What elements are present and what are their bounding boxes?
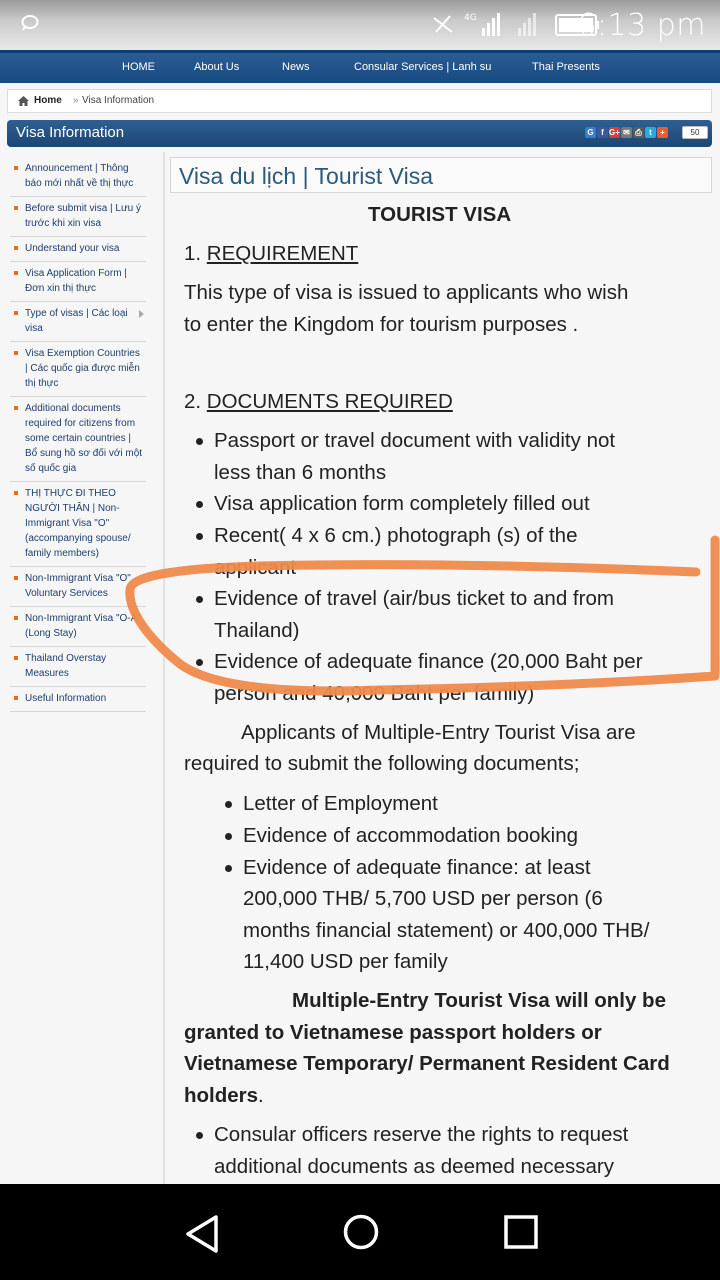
more-share-icon[interactable]: +	[657, 127, 668, 138]
sidebar-item-useful[interactable]	[10, 687, 146, 712]
sidebar-item-announcement[interactable]	[10, 157, 146, 197]
bullet	[14, 351, 18, 355]
multi-finance-line-3: months financial statement) or 400,000 THB/	[243, 919, 650, 942]
consular-note-line-2: additional documents as deemed necessary	[214, 1155, 614, 1178]
sidebar-item-label: Thailand Overstay Measures	[25, 653, 107, 679]
bullet	[196, 438, 203, 445]
no-sync-icon	[434, 16, 452, 32]
nav-news[interactable]: News	[282, 61, 310, 73]
documents-heading	[184, 390, 453, 414]
doc-travel-evidence-line-1: Evidence of travel (air/bus ticket to and from	[214, 587, 614, 610]
signal-icon	[482, 13, 500, 36]
recent-apps-icon[interactable]	[504, 1215, 538, 1249]
documents-number: 2.	[184, 390, 207, 413]
doc-passport-line-1: Passport or travel document with validity not	[214, 429, 616, 452]
sidebar-item-overstay[interactable]	[10, 647, 146, 687]
sidebar-item-label: Type of visas | Các loại visa	[25, 308, 128, 334]
sidebar-item-label: Before submit visa | Lưu ý trước khi xin visa	[25, 203, 142, 229]
nav-thai-presents[interactable]: Thai Presents	[532, 61, 600, 73]
doc-application-form: Visa application form completely filled out	[214, 492, 590, 515]
doc-photograph-line-1: Recent( 4 x 6 cm.) photograph (s) of the	[214, 524, 578, 547]
system-navigation-bar	[0, 1184, 720, 1280]
sidebar-item-exemption[interactable]	[10, 342, 146, 397]
multi-finance-line-1: Evidence of adequate finance: at least	[243, 856, 591, 879]
print-icon[interactable]: ⎙	[633, 127, 644, 138]
bullet	[14, 491, 18, 495]
requirement-text-line-1: This type of visa is issued to applicants who wish	[184, 281, 629, 304]
section-title: Visa Information	[16, 124, 125, 141]
bullet	[14, 246, 18, 250]
message-icon	[20, 14, 40, 32]
sidebar-item-long-stay[interactable]	[10, 607, 146, 647]
multi-finance-line-2: 200,000 THB/ 5,700 USD per person (6	[243, 887, 603, 910]
sidebar-item-label: Visa Exemption Countries | Các quốc gia được miễn thị thực	[25, 348, 140, 389]
multi-finance-line-4: 11,400 USD per family	[243, 950, 448, 973]
tourist-visa-heading: TOURIST VISA	[368, 203, 512, 226]
bullet	[196, 659, 203, 666]
section-header	[7, 120, 712, 147]
requirement-heading	[184, 242, 358, 266]
nav-about-us[interactable]: About Us	[194, 61, 240, 73]
nav-home[interactable]: HOME	[122, 61, 155, 73]
home-button-icon[interactable]	[343, 1214, 379, 1250]
sidebar-item-before-submit[interactable]	[10, 197, 146, 237]
sidebar-item-voluntary[interactable]	[10, 567, 146, 607]
sidebar-item-label: THỊ THỰC ĐI THEO NGƯỜI THÂN | Non-Immigrant Visa "O" (accompanying spouse/ family members)	[25, 488, 131, 559]
doc-finance-line-2: person and 40,000 Baht per family)	[214, 682, 535, 705]
sidebar-item-type-of-visas[interactable]	[10, 302, 146, 342]
bullet	[14, 616, 18, 620]
breadcrumb-separator: »	[73, 95, 79, 106]
bullet	[196, 1132, 203, 1139]
notice-line-2: granted to Vietnamese passport holders or	[184, 1021, 602, 1044]
sidebar	[10, 157, 146, 712]
column-divider	[163, 152, 165, 1184]
bullet	[196, 533, 203, 540]
sidebar-item-additional-documents[interactable]	[10, 397, 146, 482]
sidebar-item-label: Non-Immigrant Visa "O" Voluntary Services	[25, 573, 131, 599]
notice-line-4	[184, 1084, 264, 1108]
multi-entry-intro-line-2: required to submit the following documents;	[184, 752, 580, 775]
bullet	[225, 865, 232, 872]
top-navigation	[0, 50, 720, 83]
sidebar-item-understand[interactable]	[10, 237, 146, 262]
doc-travel-evidence-line-2: Thailand)	[214, 619, 300, 642]
network-type: 4G	[464, 13, 477, 23]
main-content	[166, 152, 720, 1184]
sidebar-item-application-form[interactable]	[10, 262, 146, 302]
twitter-icon[interactable]: t	[645, 127, 656, 138]
breadcrumb-current: Visa Information	[82, 95, 155, 106]
multi-accommodation: Evidence of accommodation booking	[243, 824, 579, 847]
requirement-label: REQUIREMENT	[206, 242, 359, 265]
notice-line-1: Multiple-Entry Tourist Visa will only be	[292, 989, 666, 1012]
bullet	[14, 576, 18, 580]
share-count: 50	[682, 126, 708, 139]
google-plus-icon[interactable]: G+	[609, 128, 620, 137]
breadcrumb-home[interactable]: Home	[34, 95, 62, 106]
bullet	[14, 166, 18, 170]
sidebar-item-label: Additional documents required for citizens from some certain countries | Bổ sung hồ sơ đối với một số quốc gia	[25, 403, 143, 474]
bullet	[14, 271, 18, 275]
page-title: Visa du lịch | Tourist Visa	[179, 163, 433, 189]
google-icon[interactable]: G	[585, 127, 596, 138]
sidebar-item-label: Useful Information	[25, 693, 107, 704]
bullet	[14, 406, 18, 410]
doc-passport-line-2: less than 6 months	[214, 461, 387, 484]
notice-line-3: Vietnamese Temporary/ Permanent Resident Card	[184, 1052, 670, 1075]
chevron-right-icon	[139, 310, 144, 318]
bullet	[14, 696, 18, 700]
bullet	[225, 833, 232, 840]
home-icon	[18, 96, 29, 106]
multi-employment-letter: Letter of Employment	[243, 792, 438, 815]
clock: 6:13 pm	[577, 8, 706, 43]
doc-photograph-line-2: applicant	[214, 556, 297, 579]
back-icon[interactable]	[184, 1214, 220, 1254]
signal-icon-2	[518, 13, 536, 36]
bullet	[196, 501, 203, 508]
bullet	[14, 656, 18, 660]
status-bar	[0, 0, 720, 50]
doc-finance-line-1: Evidence of adequate finance (20,000 Baht per	[214, 650, 643, 673]
bullet	[196, 596, 203, 603]
facebook-icon[interactable]: f	[597, 127, 608, 138]
notice-holders: holders	[184, 1084, 259, 1107]
bullet	[14, 206, 18, 210]
content-title-box	[170, 157, 712, 193]
multi-entry-intro-line-1: Applicants of Multiple-Entry Tourist Visa are	[241, 721, 636, 744]
sidebar-item-label: Announcement | Thông báo mới nhất về thị thực	[25, 163, 134, 189]
sidebar-item-non-immigrant-o[interactable]	[10, 482, 146, 567]
requirement-text-line-2: to enter the Kingdom for tourism purposes .	[184, 313, 579, 336]
bullet	[225, 801, 232, 808]
sidebar-item-label: Visa Application Form | Đơn xin thị thực	[25, 268, 127, 294]
consular-note-line-1: Consular officers reserve the rights to request	[214, 1123, 629, 1146]
breadcrumb	[7, 89, 712, 113]
nav-consular-services[interactable]: Consular Services | Lanh su	[354, 61, 492, 73]
bullet	[14, 311, 18, 315]
documents-label: DOCUMENTS REQUIRED	[206, 390, 453, 413]
sidebar-item-label: Non-Immigrant Visa "O-A" (Long Stay)	[25, 613, 141, 639]
requirement-number: 1.	[184, 242, 207, 265]
notice-period: .	[258, 1084, 264, 1107]
email-icon[interactable]: ✉	[621, 127, 632, 138]
sidebar-item-label: Understand your visa	[25, 243, 120, 254]
